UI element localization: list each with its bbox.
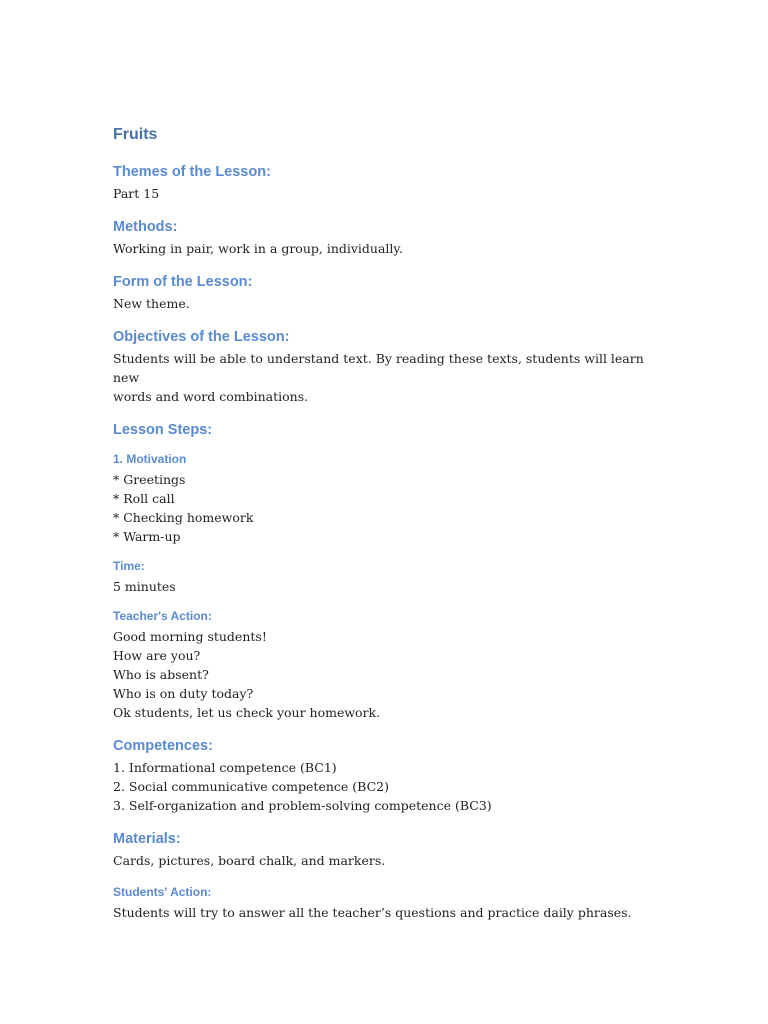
objectives-line: Students will be able to understand text. By reading these texts, students will learn new (113, 351, 644, 385)
themes-heading: Themes of the Lesson: (113, 164, 271, 180)
materials-section (113, 828, 653, 870)
teacher-action-heading: Teacher's Action: (113, 609, 212, 623)
competence-item: 3. Self-organization and problem-solving competence (BC3) (113, 798, 492, 813)
teacher-action-line: Who is on duty today? (113, 686, 254, 701)
motivation-item: * Warm-up (113, 529, 181, 544)
time-text: 5 minutes (113, 579, 176, 594)
teacher-action-line: How are you? (113, 648, 201, 663)
teacher-action-line: Good morning students! (113, 629, 267, 644)
form-text: New theme. (113, 296, 190, 311)
form-heading: Form of the Lesson: (113, 274, 253, 290)
motivation-block (113, 450, 653, 546)
competence-item: 2. Social communicative competence (BC2) (113, 779, 389, 794)
motivation-heading: 1. Motivation (113, 452, 187, 466)
methods-text: Working in pair, work in a group, individually. (113, 241, 403, 256)
time-block (113, 557, 653, 596)
students-action-heading: Students' Action: (113, 885, 212, 899)
objectives-line: words and word combinations. (113, 389, 309, 404)
document-title: Fruits (113, 126, 158, 143)
motivation-item: * Checking homework (113, 510, 254, 525)
themes-text: Part 15 (113, 186, 160, 201)
materials-heading: Materials: (113, 831, 181, 847)
teacher-action-line: Who is absent? (113, 667, 209, 682)
teacher-action-block (113, 607, 653, 722)
document-page (113, 123, 653, 935)
objectives-heading: Objectives of the Lesson: (113, 329, 290, 345)
objectives-section (113, 326, 653, 406)
competences-section (113, 735, 653, 815)
form-section (113, 271, 653, 313)
methods-section (113, 216, 653, 258)
motivation-item: * Roll call (113, 491, 175, 506)
students-action-text: Students will try to answer all the teacher’s questions and practice daily phrases. (113, 905, 632, 920)
competences-heading: Competences: (113, 738, 213, 754)
lesson-steps-section (113, 419, 653, 722)
materials-text: Cards, pictures, board chalk, and markers. (113, 853, 386, 868)
methods-heading: Methods: (113, 219, 178, 235)
motivation-item: * Greetings (113, 472, 186, 487)
time-heading: Time: (113, 559, 145, 573)
competence-item: 1. Informational competence (BC1) (113, 760, 337, 775)
lesson-steps-heading: Lesson Steps: (113, 422, 213, 438)
themes-section (113, 161, 653, 203)
students-action-section (113, 883, 653, 922)
teacher-action-line: Ok students, let us check your homework. (113, 705, 381, 720)
